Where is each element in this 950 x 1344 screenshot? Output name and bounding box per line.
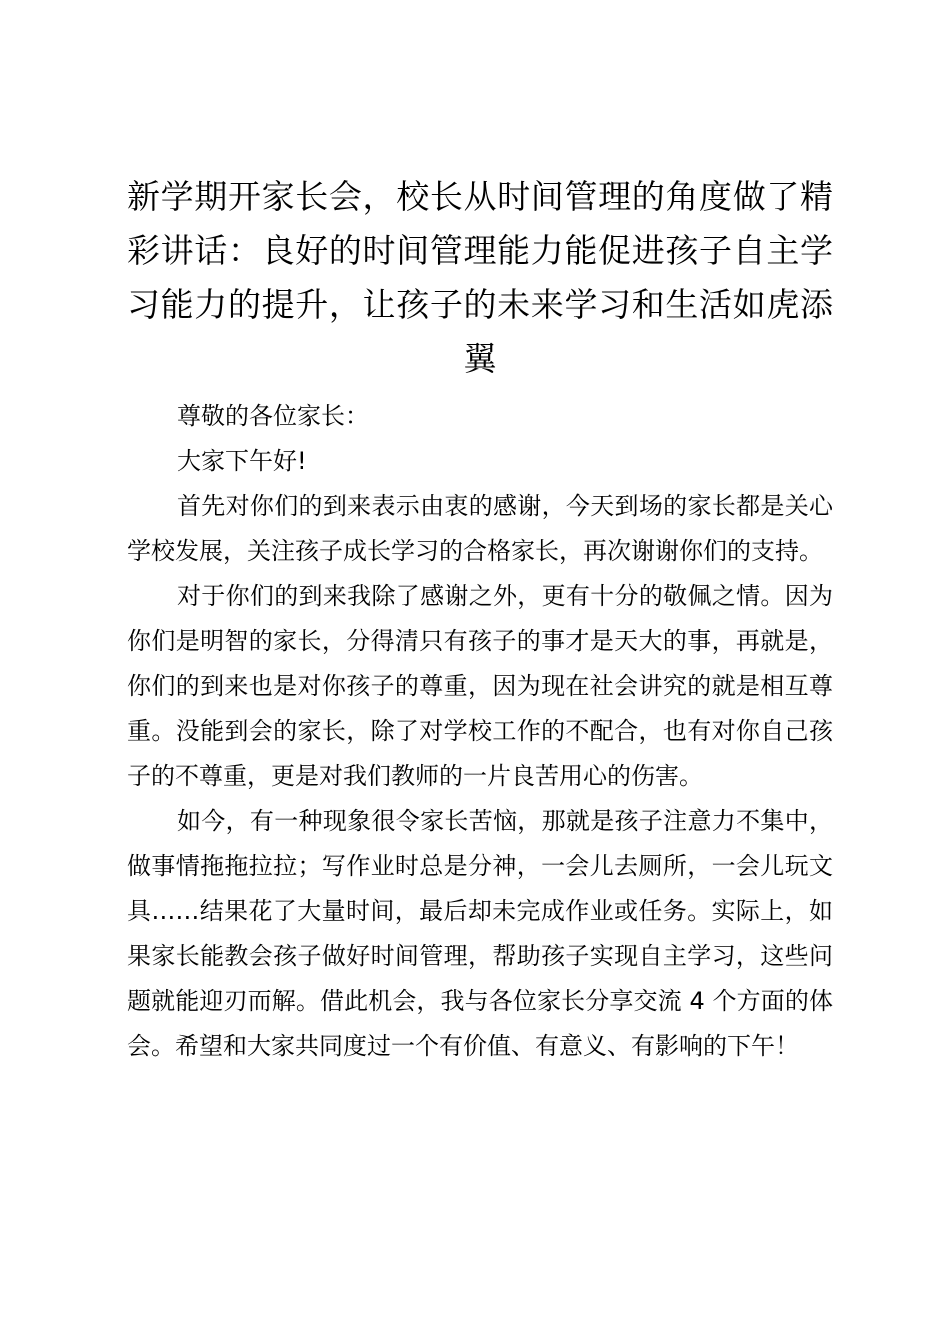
paragraph-time-management: 如今，有一种现象很令家长苦恼，那就是孩子注意力不集中，做事情拖拖拉拉；写作业时总是分神，一会儿去厕所，一会儿玩文具……结果花了大量时间，最后却未完成作业或任务。实际上，如果家长能教会孩子做好时间管理，帮助孩子实现自主学习，这些问题就能迎刃而解。借此机会，我与各位家长分享交流 4 个方面的体会。希望和大家共同度过一个有价值、有意义、有影响的下午！ [127,807,833,1060]
document-title: 新学期开家长会，校长从时间管理的角度做了精彩讲话：良好的时间管理能力能促进孩子自主学习能力的提升，让孩子的未来学习和生活如虎添翼 [127,177,833,378]
paragraph-thanks: 首先对你们的到来表示由衷的感谢，今天到场的家长都是关心学校发展，关注孩子成长学习的合格家长，再次谢谢你们的支持。 [127,492,833,565]
paragraph-respect: 对于你们的到来我除了感谢之外，更有十分的敬佩之情。因为你们是明智的家长，分得清只有孩子的事才是天大的事，再就是，你们的到来也是对你孩子的尊重，因为现在社会讲究的就是相互尊重。没能到会的家长，除了对学校工作的不配合，也有对你自己孩子的不尊重，更是对我们教师的一片良苦用心的伤害。 [127,582,833,790]
document-body [127,394,833,1069]
salutation: 尊敬的各位家长： [177,402,369,430]
greeting: 大家下午好! [177,447,307,475]
document-page [127,170,833,1069]
